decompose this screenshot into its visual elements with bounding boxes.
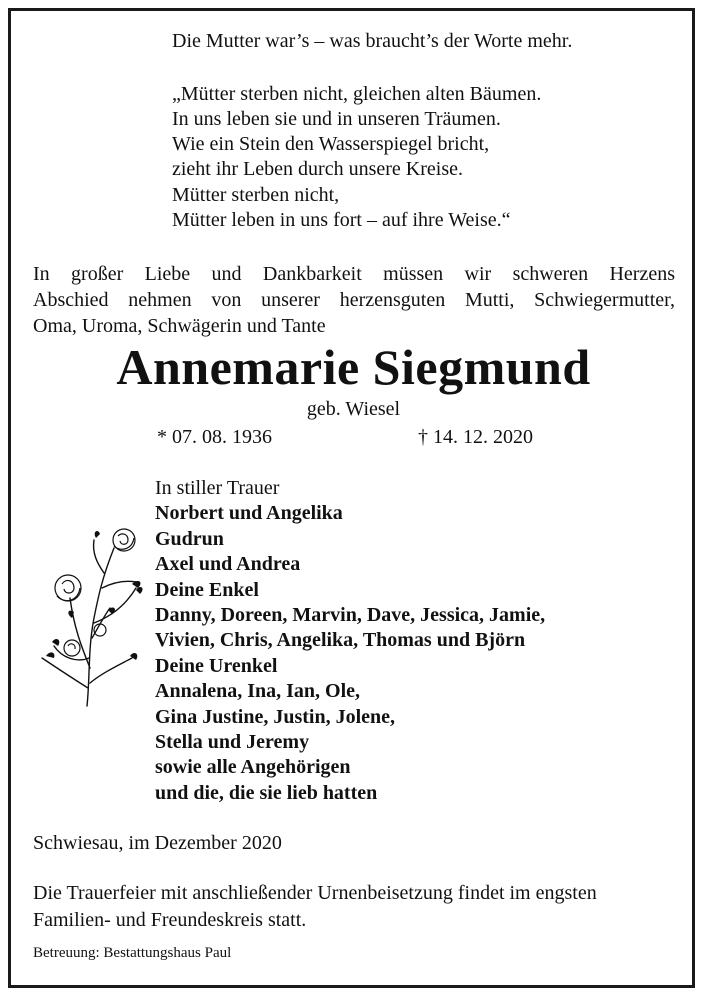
mourner-line: Norbert und Angelika bbox=[155, 502, 343, 525]
rose-bouquet-icon bbox=[32, 518, 152, 708]
mourner-line: Stella und Jeremy bbox=[155, 731, 310, 754]
deceased-name: Annemarie Siegmund bbox=[116, 339, 591, 395]
mourner-line: und die, die sie lieb hatten bbox=[155, 781, 378, 804]
mourner-line: Gina Justine, Justin, Jolene, bbox=[155, 705, 396, 728]
mourner-line: Vivien, Chris, Angelika, Thomas und Björn bbox=[155, 629, 526, 652]
mourner-line: Deine Enkel bbox=[155, 578, 259, 601]
mourner-line: Axel und Andrea bbox=[155, 553, 301, 576]
poem-line: In uns leben sie und in unseren Träumen. bbox=[172, 108, 501, 130]
maiden-name: geb. Wiesel bbox=[306, 398, 401, 420]
mourner-line: Gudrun bbox=[155, 527, 224, 550]
mourners-heading: In stiller Trauer bbox=[155, 477, 280, 499]
intro-line: Abschied nehmen von unserer herzensguten Mutti, Schwiegermutter, bbox=[33, 289, 675, 311]
funeral-home: Betreuung: Bestattungshaus Paul bbox=[33, 945, 232, 961]
mourners-list bbox=[155, 476, 545, 806]
service-line: Die Trauerfeier mit anschließender Urnenbeisetzung findet im engsten bbox=[33, 882, 597, 904]
service-info bbox=[33, 880, 683, 934]
poem-line: zieht ihr Leben durch unsere Kreise. bbox=[172, 158, 463, 180]
intro-line: Oma, Uroma, Schwägerin und Tante bbox=[33, 315, 326, 337]
intro-text bbox=[33, 261, 675, 339]
mourner-line: Deine Urenkel bbox=[155, 654, 278, 677]
mourner-line: Danny, Doreen, Marvin, Dave, Jessica, Jamie, bbox=[155, 604, 546, 627]
death-date: † 14. 12. 2020 bbox=[418, 426, 533, 448]
mourner-line: sowie alle Angehörigen bbox=[155, 756, 351, 779]
poem-line: „Mütter sterben nicht, gleichen alten Bäumen. bbox=[172, 83, 542, 105]
mourner-line: Annalena, Ina, Ian, Ole, bbox=[155, 680, 361, 703]
birth-date: * 07. 08. 1936 bbox=[157, 426, 272, 448]
opening-quote: Die Mutter war’s – was braucht’s der Worte mehr. bbox=[172, 30, 573, 52]
service-line: Familien- und Freundeskreis statt. bbox=[33, 909, 307, 931]
poem-line: Mütter leben in uns fort – auf ihre Weise.“ bbox=[172, 209, 511, 231]
poem-line: Wie ein Stein den Wasserspiegel bricht, bbox=[172, 133, 490, 155]
place-date: Schwiesau, im Dezember 2020 bbox=[33, 832, 282, 854]
intro-line: In großer Liebe und Dankbarkeit müssen wir schweren Herzens bbox=[33, 263, 675, 285]
poem-line: Mütter sterben nicht, bbox=[172, 184, 340, 206]
